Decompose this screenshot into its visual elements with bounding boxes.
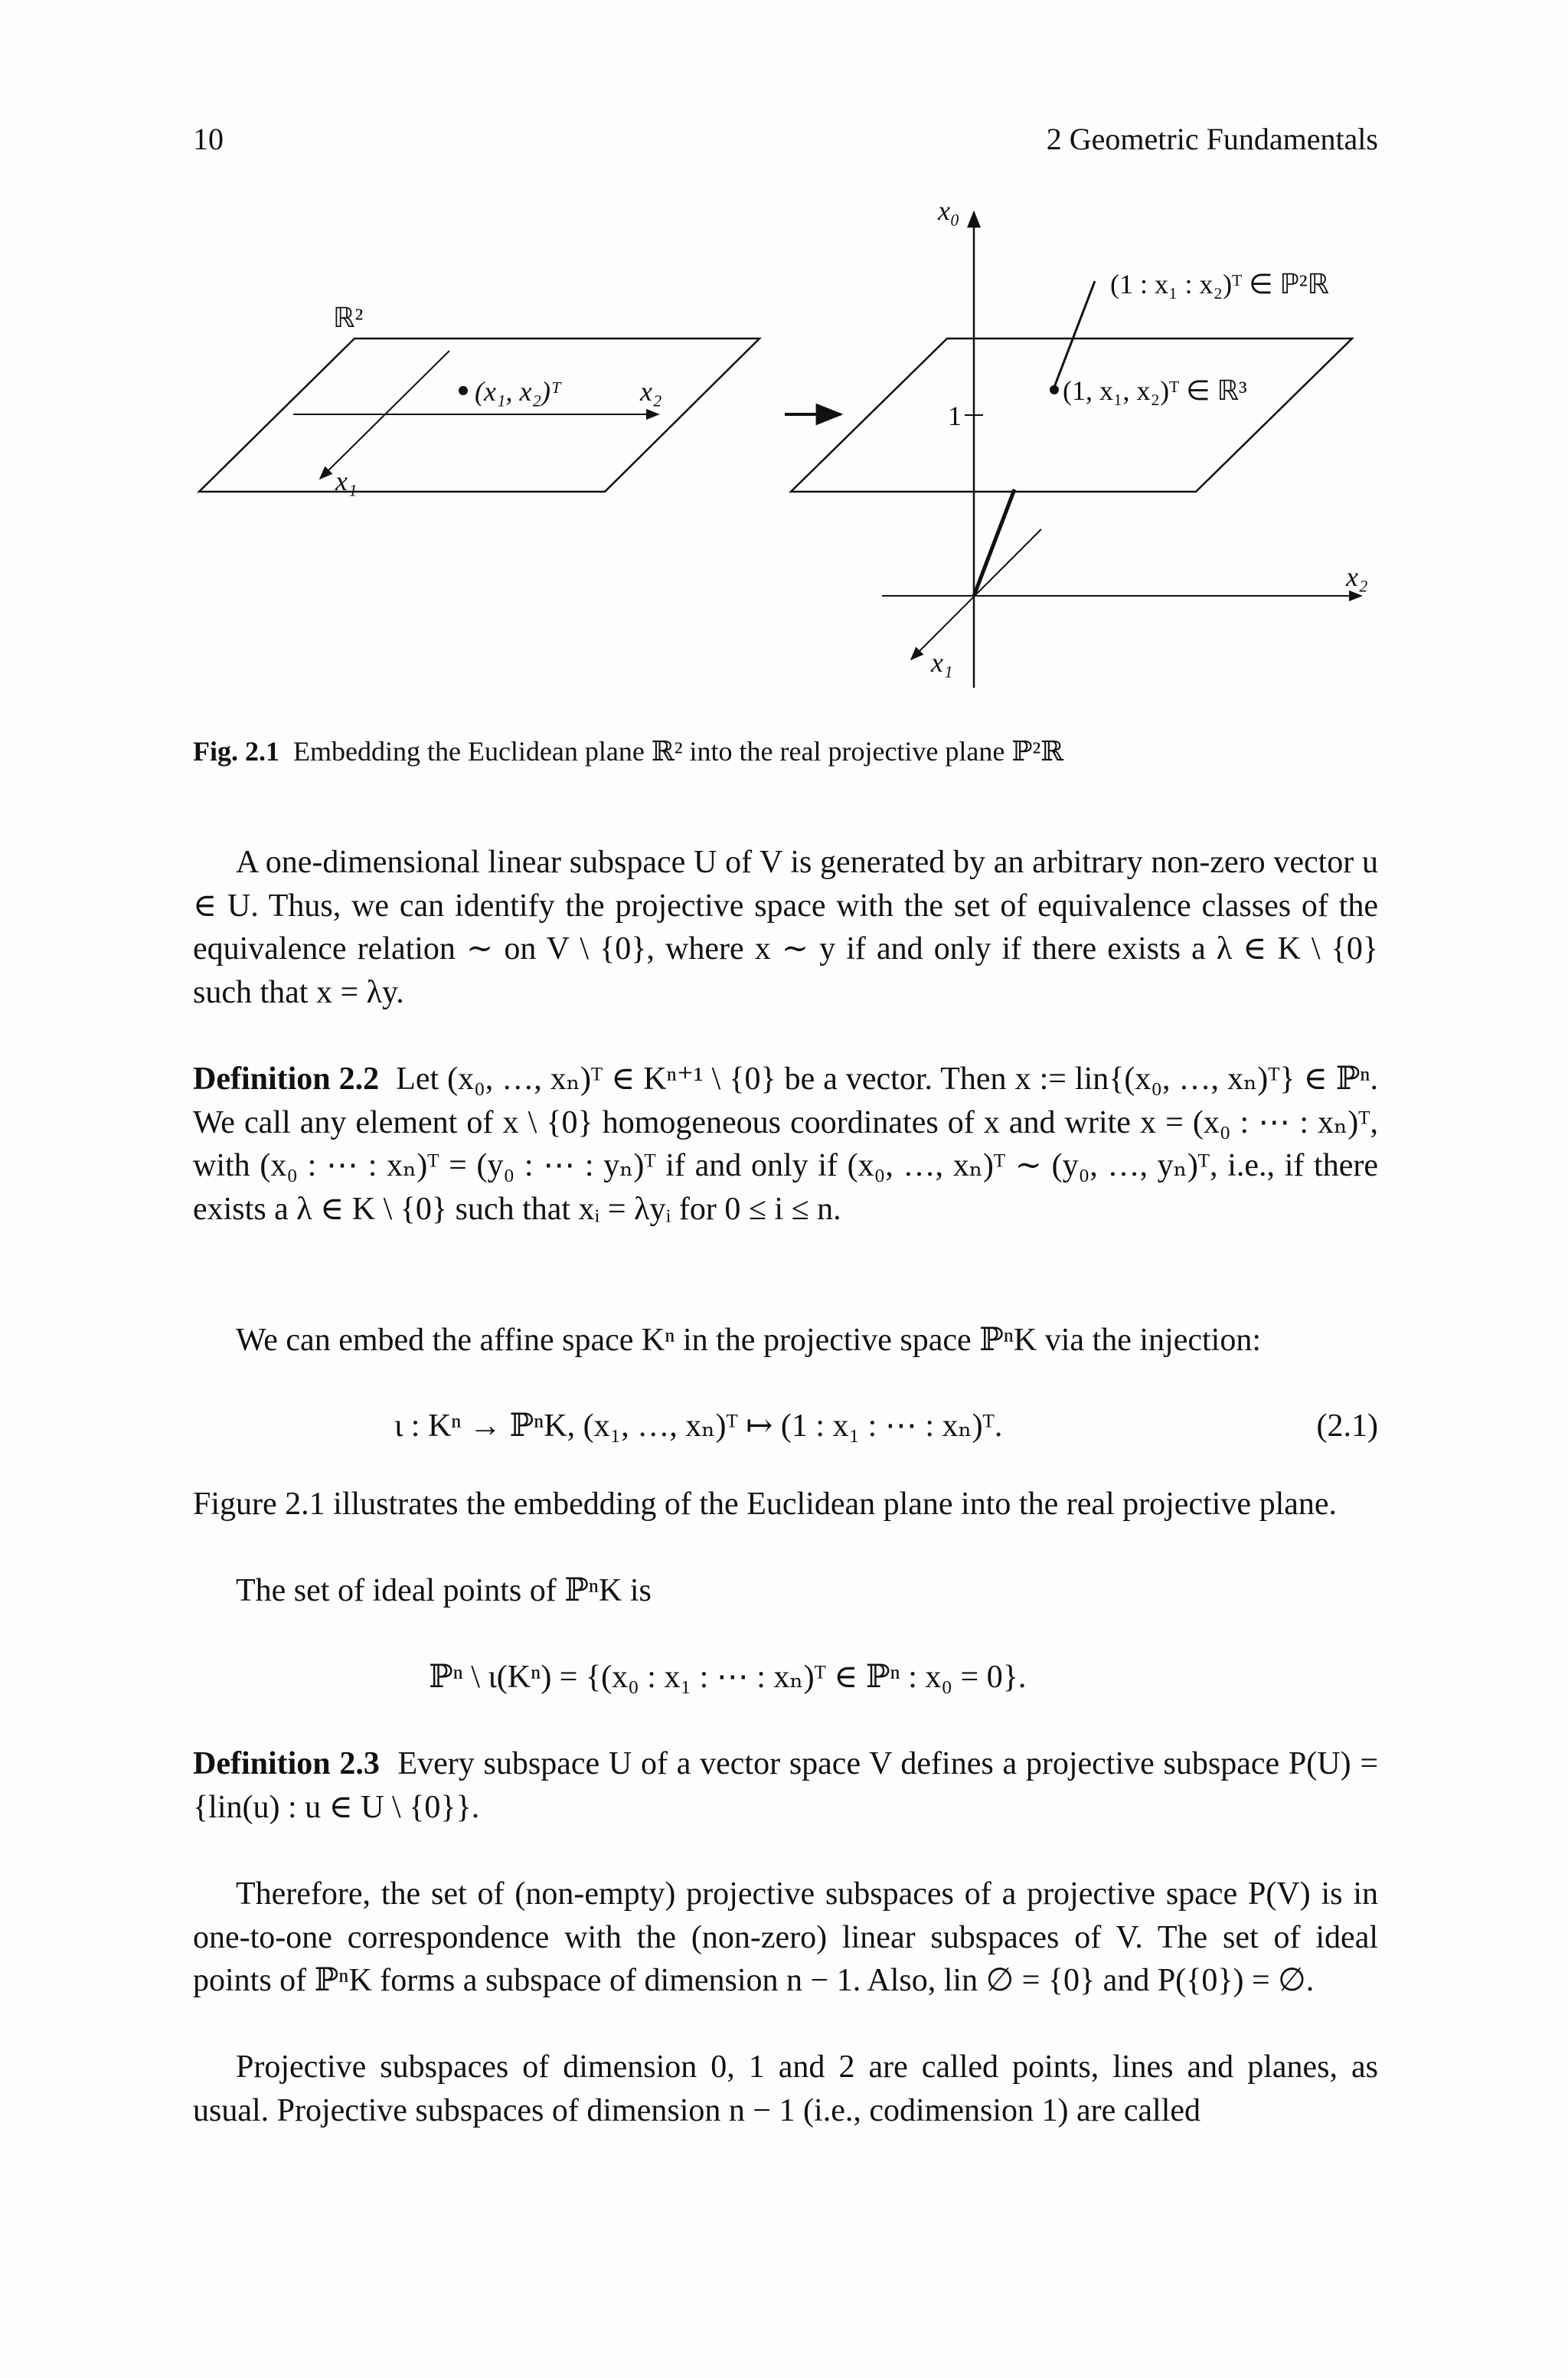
label-x1-right: x₁ xyxy=(931,647,953,678)
paragraph-5: Therefore, the set of (non-empty) projective subspaces of a projective space P(V) is in one-to-one correspondence with the (non-zero) linear subspaces of V. The set of ideal points of ℙⁿK forms a subspace of dimension n − 1. Also, lin ∅ = {0} and P({0}) = ∅. xyxy=(193,1876,1378,1998)
label-x1-left: x₁ xyxy=(335,466,358,496)
label-R2: ℝ² xyxy=(333,303,364,333)
embedding-diagram xyxy=(184,195,1393,701)
definition-2-3 xyxy=(193,1742,1378,1829)
label-x2-right: x₂ xyxy=(1346,561,1368,592)
caption-label: Fig. 2.1 xyxy=(193,736,279,767)
figure-2-1 xyxy=(184,195,1393,701)
point-3d xyxy=(1050,385,1059,394)
caption-text: Embedding the Euclidean plane ℝ² into the real projective plane ℙ²ℝ xyxy=(293,736,1064,767)
definition-2-2-label: Definition 2.2 xyxy=(193,1061,380,1097)
paragraph-6: Projective subspaces of dimension 0, 1 and 2 are called points, lines and planes, as usual. Projective subspaces of dimension n − 1 (i.e., codimension 1) are called xyxy=(193,2049,1378,2128)
label-one: 1 xyxy=(948,401,962,431)
definition-2-2-text: Let (x₀, …, xₙ)ᵀ ∈ Kⁿ⁺¹ \ {0} be a vector. Then x := lin{(x₀, …, xₙ)ᵀ} ∈ ℙⁿ. We call any element of x \ {0} homogeneous coordinates of x and write x = (x₀ : ⋯ : xₙ)ᵀ, with (x₀ : ⋯ : xₙ)ᵀ = (y₀ : ⋯ : yₙ)ᵀ if and only if (x₀, …, xₙ)ᵀ ∼ (y₀, …, yₙ)ᵀ, i.e., if there exists a λ ∈ K \ {0} such that xᵢ = λyᵢ for 0 ≤ i ≤ n. xyxy=(193,1061,1379,1227)
point-2d xyxy=(459,386,468,395)
label-proj-point: (1 : x₁ : x₂)ᵀ ∈ ℙ²ℝ xyxy=(1110,269,1330,299)
paragraph-4: The set of ideal points of ℙⁿK is xyxy=(236,1573,652,1608)
equation-number: (2.1) xyxy=(1316,1408,1378,1444)
definition-2-2 xyxy=(193,1058,1378,1231)
definition-2-3-label: Definition 2.3 xyxy=(193,1746,380,1781)
projective-line-upper xyxy=(1054,281,1095,389)
right-plane xyxy=(791,339,1352,492)
equation-ideal-points: ℙⁿ \ ι(Kⁿ) = {(x₀ : x₁ : ⋯ : xₙ)ᵀ ∈ ℙⁿ : x₀ = 0}. xyxy=(429,1660,1027,1695)
paragraph-2: We can embed the affine space Kⁿ in the projective space ℙⁿK via the injection: xyxy=(236,1323,1262,1358)
projective-line-lower xyxy=(974,489,1014,596)
page-number: 10 xyxy=(193,122,224,156)
definition-2-3-text: Every subspace U of a vector space V defines a projective subspace P(U) = {lin(u) : u ∈ U \ {0}}. xyxy=(193,1746,1379,1825)
label-x2-left: x₂ xyxy=(640,376,662,407)
figure-caption xyxy=(193,734,1063,769)
label-x0: x₀ xyxy=(938,195,960,226)
paragraph-3: Figure 2.1 illustrates the embedding of the Euclidean plane into the real projective plane. xyxy=(193,1487,1338,1522)
label-point-3d: (1, x₁, x₂)ᵀ ∈ ℝ³ xyxy=(1063,375,1247,406)
running-head: 2 Geometric Fundamentals xyxy=(1046,122,1378,156)
equation-2-1: ι : Kⁿ → ℙⁿK, (x₁, …, xₙ)ᵀ ↦ (1 : x₁ : ⋯ : xₙ)ᵀ. xyxy=(394,1408,1003,1444)
label-point-2d: (x₁, x₂)ᵀ xyxy=(475,376,561,407)
paragraph-1: A one-dimensional linear subspace U of V is generated by an arbitrary non-zero vector u ∈ U. Thus, we can identify the projective space with the set of equivalence classes of the equivalence relation ∼ on V \ {0}, where x ∼ y if and only if there exists a λ ∈ K \ {0} such that x = λy. xyxy=(193,845,1378,1010)
